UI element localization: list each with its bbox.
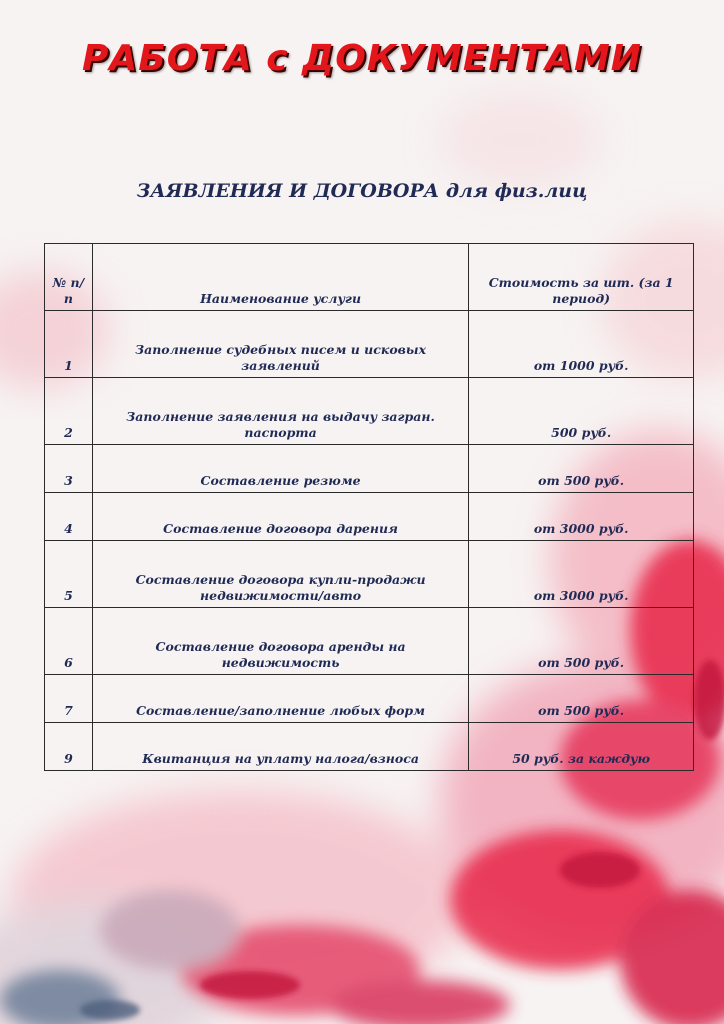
table-row (45, 541, 694, 608)
row-service: Составление договора купли-продажи недвижимости/авто (92, 541, 469, 608)
row-service: Заполнение заявления на выдачу загран. паспорта (92, 378, 469, 445)
row-service: Составление резюме (92, 445, 469, 493)
row-price: от 3000 руб. (469, 541, 694, 608)
table-header-row (45, 244, 694, 311)
table-row (45, 445, 694, 493)
table-row (45, 493, 694, 541)
row-num: 2 (45, 378, 93, 445)
row-service: Составление/заполнение любых форм (92, 675, 469, 723)
header-service: Наименование услуги (92, 244, 469, 311)
row-num: 7 (45, 675, 93, 723)
price-table (44, 243, 694, 771)
row-num: 5 (45, 541, 93, 608)
row-service: Квитанция на уплату налога/взноса (92, 723, 469, 771)
row-price: от 500 руб. (469, 608, 694, 675)
table-row (45, 608, 694, 675)
table-row (45, 311, 694, 378)
row-price: от 500 руб. (469, 675, 694, 723)
row-price: от 3000 руб. (469, 493, 694, 541)
table-row (45, 723, 694, 771)
table-row (45, 378, 694, 445)
row-service: Составление договора дарения (92, 493, 469, 541)
row-num: 9 (45, 723, 93, 771)
section-subtitle: ЗАЯВЛЕНИЯ И ДОГОВОРА для физ.лиц (136, 180, 588, 202)
row-num: 3 (45, 445, 93, 493)
header-price: Стоимость за шт. (за 1 период) (469, 244, 694, 311)
row-num: 4 (45, 493, 93, 541)
page-title: РАБОТА с ДОКУМЕНТАМИ (82, 38, 642, 79)
row-price: от 500 руб. (469, 445, 694, 493)
row-price: 500 руб. (469, 378, 694, 445)
header-num: № п/п (45, 244, 93, 311)
row-num: 1 (45, 311, 93, 378)
table-row (45, 675, 694, 723)
row-num: 6 (45, 608, 93, 675)
row-price: 50 руб. за каждую (469, 723, 694, 771)
row-service: Составление договора аренды на недвижимость (92, 608, 469, 675)
row-service: Заполнение судебных писем и исковых заявлений (92, 311, 469, 378)
row-price: от 1000 руб. (469, 311, 694, 378)
